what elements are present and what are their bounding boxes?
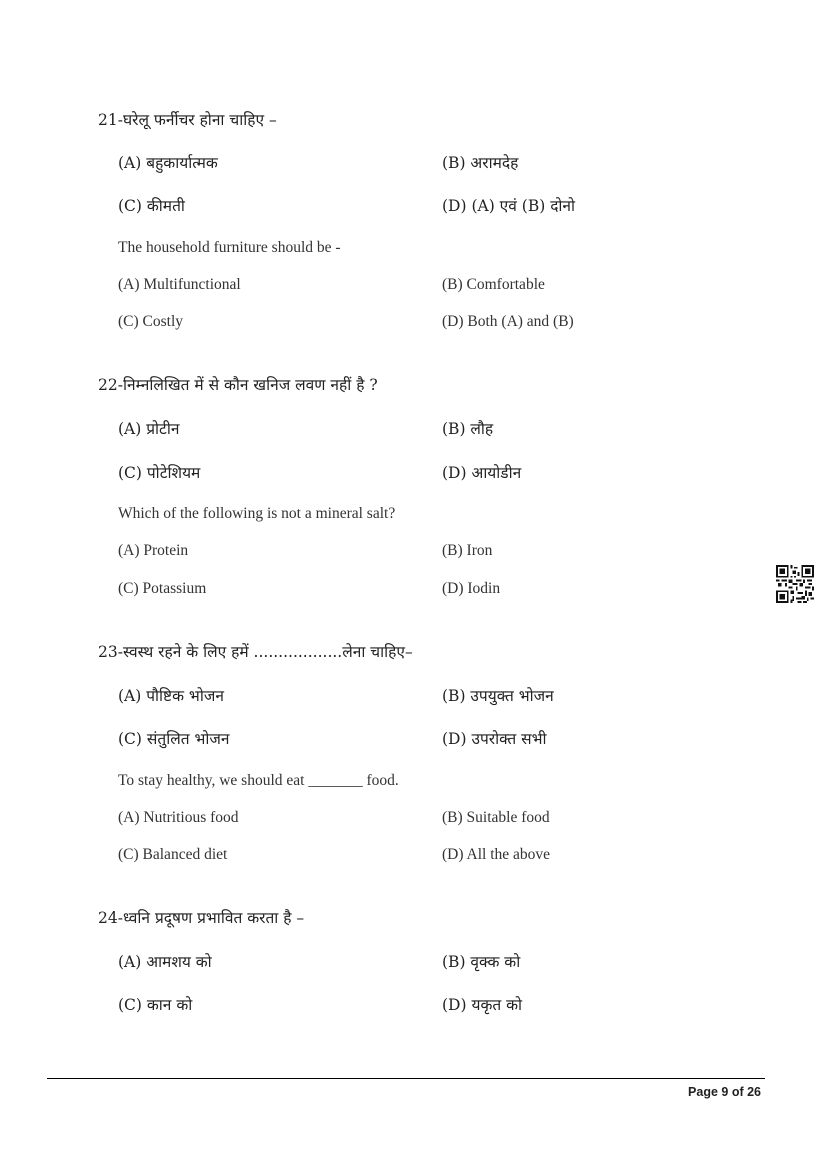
q21-hi-option-a: (A) बहुकार्यात्मक xyxy=(118,154,218,172)
qr-code-icon xyxy=(776,565,814,603)
q23-hi-option-c: (C) संतुलित भोजन xyxy=(118,730,230,748)
question-23-english: To stay healthy, we should eat _______ food. xyxy=(118,772,399,789)
q24-hi-option-b: (B) वृक्क को xyxy=(442,953,521,971)
q23-en-option-c: (C) Balanced diet xyxy=(118,846,228,863)
q21-en-option-d: (D) Both (A) and (B) xyxy=(442,313,574,330)
q22-hi-option-c: (C) पोटेशियम xyxy=(118,464,201,482)
question-22-english: Which of the following is not a mineral salt? xyxy=(118,505,396,522)
q21-en-option-b: (B) Comfortable xyxy=(442,276,545,293)
q23-hi-option-b: (B) उपयुक्त भोजन xyxy=(442,687,554,705)
q21-hi-option-d: (D) (A) एवं (B) दोनो xyxy=(442,197,576,215)
q22-en-option-b: (B) Iron xyxy=(442,542,493,559)
q23-en-option-d: (D) All the above xyxy=(442,846,551,863)
q22-hi-option-d: (D) आयोडीन xyxy=(442,464,522,482)
q21-en-option-a: (A) Multifunctional xyxy=(118,276,241,293)
q24-hi-option-c: (C) कान को xyxy=(118,996,193,1014)
q23-en-option-a: (A) Nutritious food xyxy=(118,809,239,826)
question-22-hindi: 22-निम्नलिखित में से कौन खनिज लवण नहीं है ? xyxy=(98,376,378,394)
q23-hi-option-a: (A) पौष्टिक भोजन xyxy=(118,687,224,705)
q22-en-option-a: (A) Protein xyxy=(118,542,189,559)
q22-hi-option-a: (A) प्रोटीन xyxy=(118,420,180,438)
q22-en-option-d: (D) Iodin xyxy=(442,580,501,597)
question-24-hindi: 24-ध्वनि प्रदूषण प्रभावित करता है – xyxy=(98,909,305,927)
footer-divider xyxy=(47,1078,765,1079)
q21-hi-option-c: (C) कीमती xyxy=(118,197,185,215)
q24-hi-option-d: (D) यकृत को xyxy=(442,996,523,1014)
page-number: Page 9 of 26 xyxy=(688,1085,761,1099)
q23-en-option-b: (B) Suitable food xyxy=(442,809,550,826)
q22-en-option-c: (C) Potassium xyxy=(118,580,207,597)
q24-hi-option-a: (A) आमशय को xyxy=(118,953,212,971)
q22-hi-option-b: (B) लौह xyxy=(442,420,494,438)
question-23-hindi: 23-स्वस्थ रहने के लिए हमें ..................लेना चाहिए– xyxy=(98,643,413,661)
question-21-english: The household furniture should be - xyxy=(118,239,341,256)
question-21-hindi: 21-घरेलू फर्नीचर होना चाहिए – xyxy=(98,111,277,129)
q21-en-option-c: (C) Costly xyxy=(118,313,184,330)
q23-hi-option-d: (D) उपरोक्त सभी xyxy=(442,730,547,748)
q21-hi-option-b: (B) अरामदेह xyxy=(442,154,519,172)
